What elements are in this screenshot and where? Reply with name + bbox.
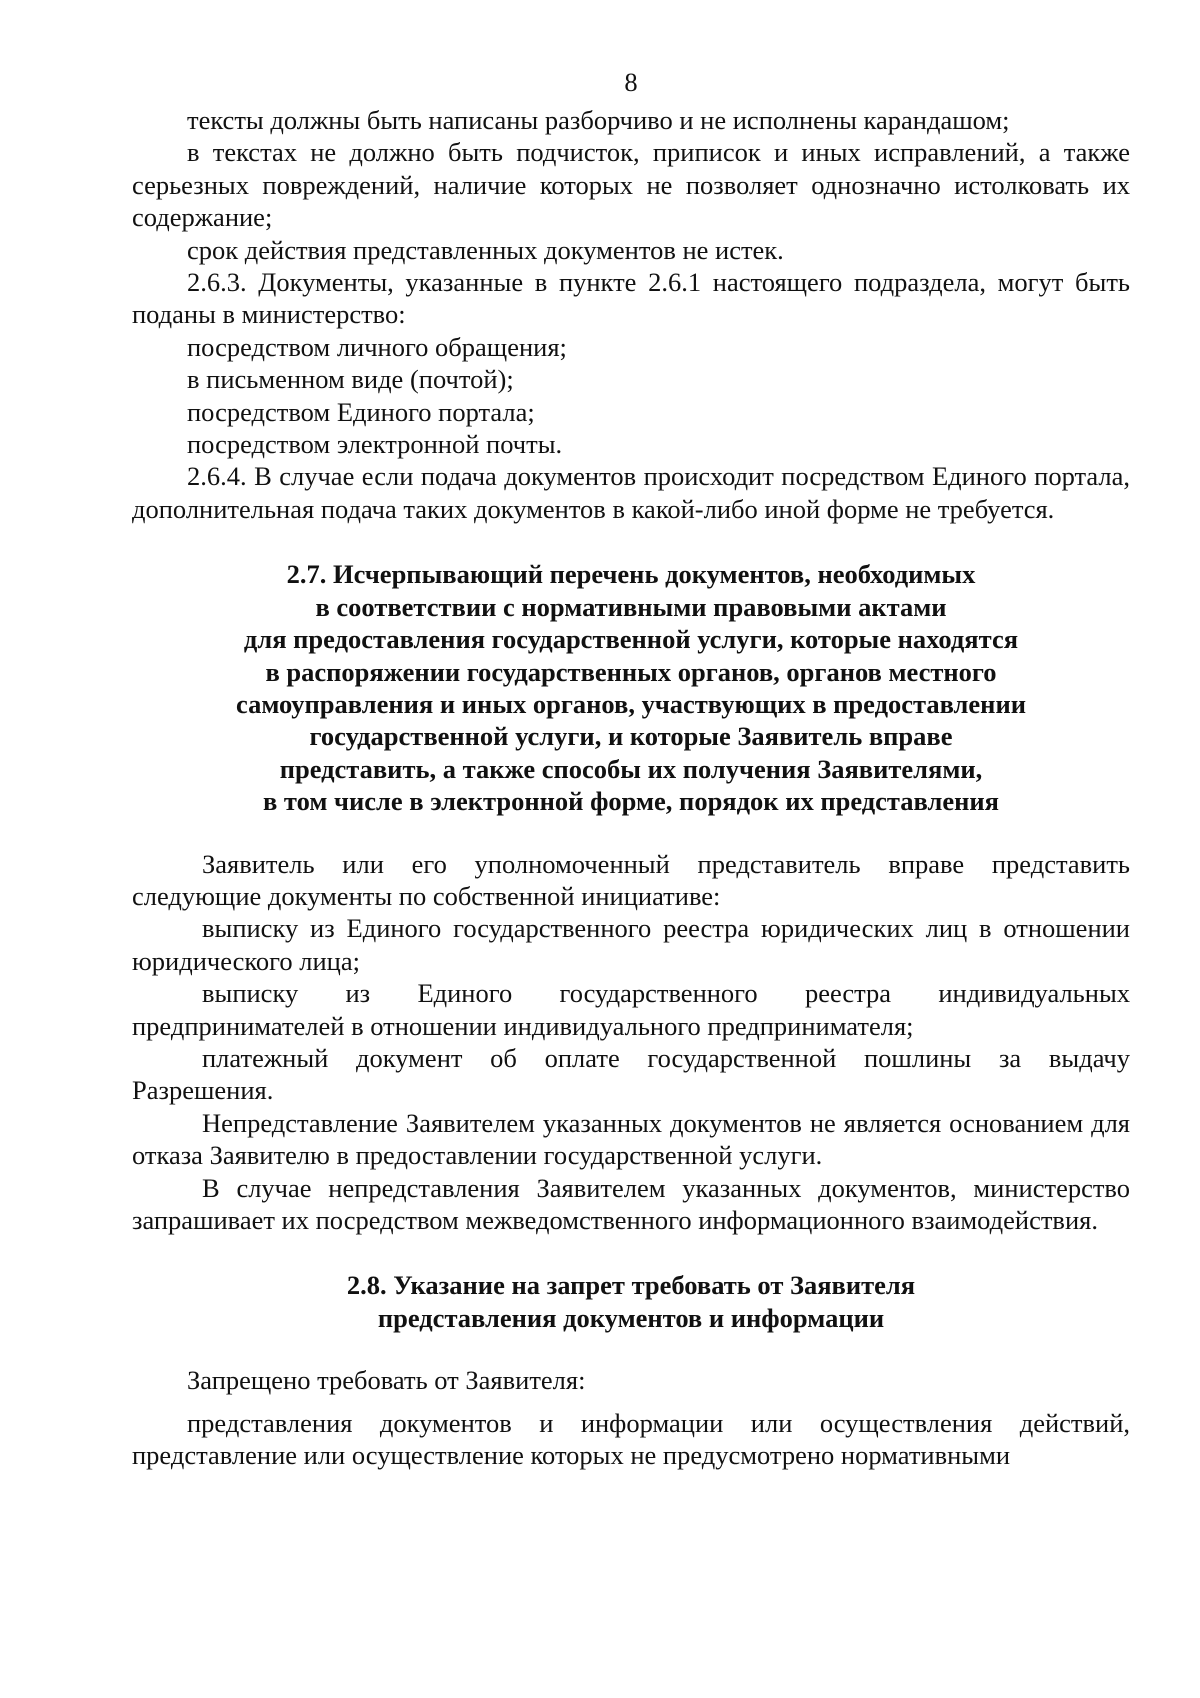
item-entrepreneur-extract: выписку из Единого государственного реестра индивидуальных предпринимателей в отношении индивидуального предпринимателя;	[132, 978, 1130, 1041]
heading-line: 2.7. Исчерпывающий перечень документов, необходимых	[286, 559, 976, 590]
method-portal: посредством Единого портала;	[187, 396, 535, 427]
section-2-8-heading	[132, 1269, 1130, 1334]
heading-line: 2.8. Указание на запрет требовать от Заявителя	[346, 1270, 916, 1301]
requirement-legible: тексты должны быть написаны разборчиво и не исполнены карандашом;	[187, 105, 1010, 135]
requirement-validity: срок действия представленных документов не истек.	[187, 234, 784, 265]
non-submission-clause: Непредставление Заявителем указанных документов не является основанием для отказа Заявителю в предоставлении государственной услуги.	[132, 1107, 1130, 1171]
prohibition-item-1: представления документов и информации или осуществления действий, представление или осуществление которых не предусмотрено нормативными	[132, 1407, 1130, 1471]
method-mail: в письменном виде (почтой);	[187, 364, 514, 395]
section-2-7-intro: Заявитель или его уполномоченный представитель вправе представить следующие документы по собственной инициативе:	[132, 848, 1130, 911]
page-number: 8	[624, 67, 638, 97]
item-payment-document: платежный документ об оплате государственной пошлины за выдачу Разрешения.	[132, 1042, 1130, 1106]
section-2-8-intro: Запрещено требовать от Заявителя:	[187, 1365, 586, 1396]
method-email: посредством электронной почты.	[187, 429, 563, 460]
requirement-no-corrections: в текстах не должно быть подчисток, приписок и иных исправлений, а также серьезных повреждений, наличие которых не позволяет однозначно истолковать их содержание;	[132, 137, 1130, 233]
heading-line: в распоряжении государственных органов, органов местного	[265, 656, 997, 687]
interagency-request-clause: В случае непредставления Заявителем указанных документов, министерство запрашивает их посредством межведомственного информационного взаимодействия.	[132, 1172, 1130, 1235]
heading-line: представить, а также способы их получения Заявителями,	[279, 753, 983, 784]
heading-line: для предоставления государственной услуги, которые находятся	[243, 624, 1019, 655]
heading-line: самоуправления и иных органов, участвующих в предоставлении	[236, 688, 1026, 719]
heading-line: в соответствии с нормативными правовыми актами	[315, 591, 947, 622]
item-legal-entity-extract: выписку из Единого государственного реестра юридических лиц в отношении юридического лица;	[132, 913, 1130, 976]
section-2-7-heading	[132, 558, 1130, 817]
clause-2-6-4: 2.6.4. В случае если подача документов происходит посредством Единого портала, дополнительная подача таких документов в какой-либо иной форме не требуется.	[132, 461, 1130, 524]
clause-2-6-3: 2.6.3. Документы, указанные в пункте 2.6.1 настоящего подраздела, могут быть поданы в министерство:	[132, 267, 1130, 330]
heading-line: представления документов и информации	[377, 1302, 885, 1333]
heading-line: в том числе в электронной форме, порядок их представления	[263, 786, 999, 817]
method-personal: посредством личного обращения;	[187, 331, 567, 362]
heading-line: государственной услуги, и которые Заявитель вправе	[309, 721, 953, 752]
